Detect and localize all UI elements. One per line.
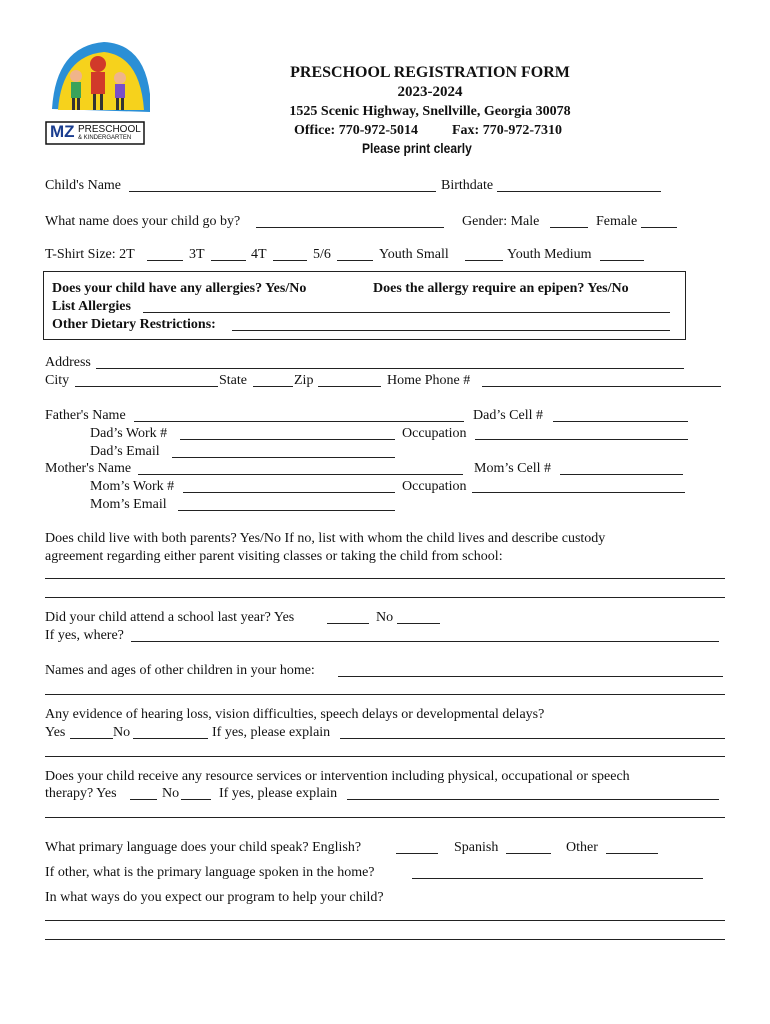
resource-explain-field-line2[interactable]: [45, 817, 725, 818]
dads-occupation-label: Occupation: [402, 426, 467, 441]
epipen-question: Does the allergy require an epipen? Yes/No: [373, 281, 629, 296]
moms-work-label: Mom’s Work #: [90, 479, 175, 494]
other-language-field[interactable]: [606, 853, 658, 854]
moms-email-field[interactable]: [178, 510, 395, 511]
office-phone: Office: 770-972-5014: [294, 123, 419, 138]
dads-cell-field[interactable]: [553, 421, 688, 422]
form-title: PRESCHOOL REGISTRATION FORM: [290, 64, 570, 81]
dads-email-field[interactable]: [172, 457, 395, 458]
hearing-yes-label: Yes: [45, 725, 66, 740]
logo-mz: MZ: [50, 122, 75, 141]
resource-no-field[interactable]: [181, 799, 211, 800]
dads-work-field[interactable]: [180, 439, 395, 440]
youth-small-field[interactable]: [465, 260, 503, 261]
city-label: City: [45, 373, 70, 388]
dads-occupation-field[interactable]: [475, 439, 688, 440]
moms-work-field[interactable]: [183, 492, 395, 493]
zip-label: Zip: [294, 373, 314, 388]
hearing-explain-label: If yes, please explain: [212, 725, 331, 740]
childs-name-field[interactable]: [129, 191, 436, 192]
birthdate-field[interactable]: [497, 191, 661, 192]
print-note: Please print clearly: [362, 140, 472, 156]
siblings-label: Names and ages of other children in your home:: [45, 663, 315, 678]
tshirt-2t-field[interactable]: [147, 260, 183, 261]
custody-question-line2: agreement regarding either parent visiting classes or taking the child from school:: [45, 549, 503, 564]
tshirt-3t-field[interactable]: [211, 260, 246, 261]
tshirt-label: T-Shirt Size: 2T: [45, 247, 135, 262]
list-allergies-field[interactable]: [143, 312, 670, 313]
fathers-name-field[interactable]: [134, 421, 464, 422]
youth-medium-field[interactable]: [600, 260, 644, 261]
english-field[interactable]: [396, 853, 438, 854]
resource-no-label: No: [162, 786, 180, 801]
tshirt-3t-label: 3T: [189, 247, 205, 262]
hearing-question: Any evidence of hearing loss, vision difficulties, speech delays or developmental delays?: [45, 707, 545, 722]
expectations-label: In what ways do you expect our program to help your child?: [45, 890, 384, 905]
youth-medium-label: Youth Medium: [507, 247, 592, 262]
go-by-label: What name does your child go by?: [45, 214, 241, 229]
custody-question-line1: Does child live with both parents? Yes/No If no, list with whom the child lives and describe custody: [45, 531, 606, 546]
home-language-field[interactable]: [412, 878, 703, 879]
go-by-field[interactable]: [256, 227, 444, 228]
address-label: Address: [45, 355, 91, 370]
siblings-field-line1[interactable]: [338, 676, 723, 677]
fathers-name-label: Father's Name: [45, 408, 126, 423]
moms-email-label: Mom’s Email: [90, 497, 167, 512]
dads-email-label: Dad’s Email: [90, 444, 160, 459]
other-language-label: Other: [566, 840, 598, 855]
birthdate-label: Birthdate: [441, 178, 494, 193]
school-last-year-label: Did your child attend a school last year? Yes: [45, 610, 295, 625]
hearing-yes-field[interactable]: [70, 738, 113, 739]
school-where-field[interactable]: [131, 641, 719, 642]
school-yes-field[interactable]: [327, 623, 369, 624]
hearing-no-field[interactable]: [133, 738, 208, 739]
school-where-label: If yes, where?: [45, 628, 124, 643]
tshirt-4t-label: 4T: [251, 247, 267, 262]
custody-answer-line1[interactable]: [45, 578, 725, 579]
school-address: 1525 Scenic Highway, Snellville, Georgia 30078: [289, 104, 571, 119]
hearing-explain-field-line1[interactable]: [340, 738, 725, 739]
mothers-name-label: Mother's Name: [45, 461, 132, 476]
hearing-explain-field-line2[interactable]: [45, 756, 725, 757]
tshirt-4t-field[interactable]: [273, 260, 307, 261]
resource-question-line1: Does your child receive any resource services or intervention including physical, occupational or speech: [45, 769, 630, 784]
form-year: 2023-2024: [397, 84, 463, 100]
dietary-label: Other Dietary Restrictions:: [52, 317, 216, 332]
resource-explain-label: If yes, please explain: [219, 786, 338, 801]
moms-cell-field[interactable]: [560, 474, 683, 475]
childs-name-label: Child's Name: [45, 178, 122, 193]
zip-field[interactable]: [318, 386, 381, 387]
allergies-question: Does your child have any allergies? Yes/No: [52, 281, 307, 296]
moms-occupation-field[interactable]: [472, 492, 685, 493]
tshirt-56-label: 5/6: [313, 247, 331, 262]
home-phone-field[interactable]: [482, 386, 721, 387]
gender-label: Gender: Male: [462, 214, 540, 229]
dads-work-label: Dad’s Work #: [90, 426, 168, 441]
custody-answer-line2[interactable]: [45, 597, 725, 598]
female-field[interactable]: [641, 227, 677, 228]
school-no-label: No: [376, 610, 394, 625]
fax-number: Fax: 770-972-7310: [452, 123, 563, 138]
home-language-label: If other, what is the primary language spoken in the home?: [45, 865, 375, 880]
resource-question-line2: therapy? Yes: [45, 786, 117, 801]
spanish-label: Spanish: [454, 840, 499, 855]
spanish-field[interactable]: [506, 853, 551, 854]
dietary-field[interactable]: [232, 330, 670, 331]
school-no-field[interactable]: [397, 623, 440, 624]
logo-preschool: PRESCHOOL: [78, 124, 141, 135]
moms-cell-label: Mom’s Cell #: [474, 461, 552, 476]
state-label: State: [219, 373, 247, 388]
resource-explain-field-line1[interactable]: [347, 799, 719, 800]
list-allergies-label: List Allergies: [52, 299, 131, 314]
resource-yes-field[interactable]: [130, 799, 157, 800]
male-field[interactable]: [550, 227, 588, 228]
logo-kindergarten: & KINDERGARTEN: [78, 135, 132, 141]
language-question: What primary language does your child speak? English?: [45, 840, 362, 855]
address-field[interactable]: [96, 368, 684, 369]
dads-cell-label: Dad’s Cell #: [473, 408, 543, 423]
mothers-name-field[interactable]: [138, 474, 463, 475]
expectations-field-line1[interactable]: [45, 920, 725, 921]
tshirt-56-field[interactable]: [337, 260, 373, 261]
hearing-no-label: No: [113, 725, 131, 740]
female-label: Female: [596, 214, 638, 229]
youth-small-label: Youth Small: [379, 247, 449, 262]
home-phone-label: Home Phone #: [387, 373, 471, 388]
city-field[interactable]: [75, 386, 218, 387]
moms-occupation-label: Occupation: [402, 479, 467, 494]
siblings-field-line2[interactable]: [45, 694, 725, 695]
state-field[interactable]: [253, 386, 293, 387]
expectations-field-line2[interactable]: [45, 939, 725, 940]
